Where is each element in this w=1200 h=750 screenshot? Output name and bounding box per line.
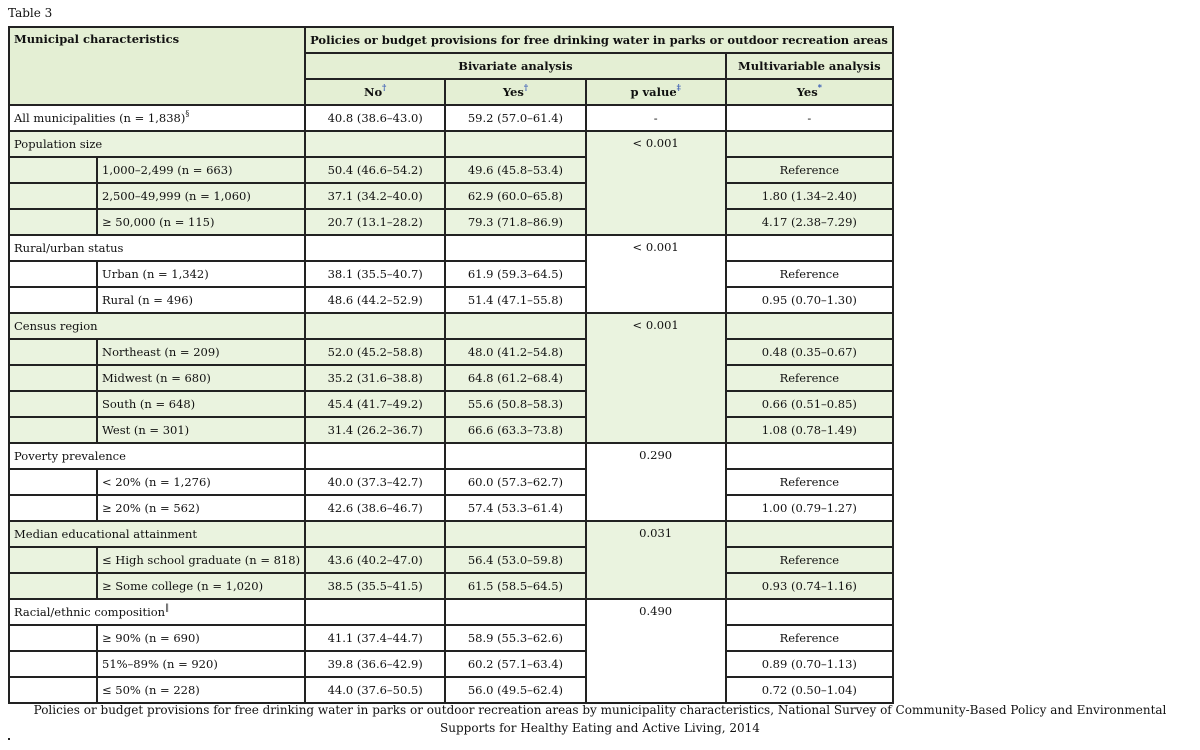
table-row [9,625,893,651]
indent-cell [9,417,97,443]
group-label [9,235,305,261]
cell-yes: 79.3 (71.8–86.9) [445,209,585,235]
cell-multivariable: Reference [726,261,893,287]
data-table [8,26,894,704]
cell-yes: 58.9 (55.3–62.6) [445,625,585,651]
cell-no: 42.6 (38.6–46.7) [305,495,445,521]
cell-yes: 56.0 (49.5–62.4) [445,677,585,703]
bivariate-header: Bivariate analysis [305,53,726,79]
cell-no: 38.1 (35.5–40.7) [305,261,445,287]
row-label: Midwest (n = 680) [97,365,305,391]
cell-p-value: 0.490 [586,599,726,703]
cell-no: 37.1 (34.2–40.0) [305,183,445,209]
cell-multivariable: 4.17 (2.38–7.29) [726,209,893,235]
p-value-column-header: p value‡ [586,79,726,105]
cell-p-value: 0.290 [586,443,726,521]
cell-yes [445,235,585,261]
cell-multivariable: - [726,105,893,131]
group-header-row [9,599,893,625]
group-header-row [9,235,893,261]
table-row [9,287,893,313]
cell-p-value: 0.031 [586,521,726,599]
indent-cell [9,469,97,495]
row-label: ≥ 20% (n = 562) [97,495,305,521]
group-label-text: Poverty prevalence [14,449,126,463]
table-row [9,391,893,417]
cell-yes: 59.2 (57.0–61.4) [445,105,585,131]
indent-cell [9,339,97,365]
row-label: 1,000–2,499 (n = 663) [97,157,305,183]
table-row [9,157,893,183]
cell-multivariable [726,131,893,157]
group-label [9,443,305,469]
table-row [9,573,893,599]
cell-yes: 62.9 (60.0–65.8) [445,183,585,209]
table-row [9,365,893,391]
table-row [9,209,893,235]
cell-yes: 57.4 (53.3–61.4) [445,495,585,521]
cell-multivariable: 1.00 (0.79–1.27) [726,495,893,521]
characteristics-header: Municipal characteristics [9,27,305,105]
cell-no: 20.7 (13.1–28.2) [305,209,445,235]
group-label-text: Population size [14,137,103,151]
policies-header: Policies or budget provisions for free drinking water in parks or outdoor recreation areas [305,27,893,53]
cell-no: 41.1 (37.4–44.7) [305,625,445,651]
row-label: ≤ High school graduate (n = 818) [97,547,305,573]
cell-yes: 55.6 (50.8–58.3) [445,391,585,417]
table-label: Table 3 [8,6,53,20]
group-header-row [9,521,893,547]
cell-multivariable: Reference [726,365,893,391]
cell-p-value: - [586,105,726,131]
footnote-mark: ‖ [165,603,170,612]
cell-yes: 66.6 (63.3–73.8) [445,417,585,443]
cell-no: 44.0 (37.6–50.5) [305,677,445,703]
indent-cell [9,547,97,573]
indent-cell [9,183,97,209]
cell-no [305,313,445,339]
cell-yes [445,599,585,625]
table-row [9,183,893,209]
indent-cell [9,261,97,287]
stray-dot [8,738,10,740]
cell-yes: 60.2 (57.1–63.4) [445,651,585,677]
row-label: ≥ Some college (n = 1,020) [97,573,305,599]
table-row [9,677,893,703]
yes-column-header: Yes† [445,79,585,105]
cell-multivariable: 0.72 (0.50–1.04) [726,677,893,703]
cell-yes [445,313,585,339]
group-label-text: Racial/ethnic composition [14,605,166,619]
cell-yes [445,131,585,157]
table-row [9,651,893,677]
table-row [9,339,893,365]
row-label: ≤ 50% (n = 228) [97,677,305,703]
all-municipalities-label: All municipalities (n = 1,838)§ [9,105,305,131]
group-label [9,313,305,339]
cell-no [305,599,445,625]
cell-no: 48.6 (44.2–52.9) [305,287,445,313]
cell-no: 50.4 (46.6–54.2) [305,157,445,183]
cell-yes: 64.8 (61.2–68.4) [445,365,585,391]
cell-multivariable: Reference [726,469,893,495]
cell-no: 35.2 (31.6–38.8) [305,365,445,391]
cell-no: 39.8 (36.6–42.9) [305,651,445,677]
no-column-header: No† [305,79,445,105]
indent-cell [9,391,97,417]
row-label: Urban (n = 1,342) [97,261,305,287]
table-body [9,105,893,703]
cell-yes [445,443,585,469]
cell-multivariable [726,599,893,625]
cell-multivariable [726,443,893,469]
row-label: Northeast (n = 209) [97,339,305,365]
cell-multivariable: 1.80 (1.34–2.40) [726,183,893,209]
cell-no [305,521,445,547]
row-label: ≥ 50,000 (n = 115) [97,209,305,235]
cell-yes: 61.9 (59.3–64.5) [445,261,585,287]
cell-no: 43.6 (40.2–47.0) [305,547,445,573]
row-label: < 20% (n = 1,276) [97,469,305,495]
cell-yes: 56.4 (53.0–59.8) [445,547,585,573]
cell-no [305,235,445,261]
cell-yes: 61.5 (58.5–64.5) [445,573,585,599]
group-label-text: Median educational attainment [14,527,198,541]
table-row [9,417,893,443]
group-label-text: Rural/urban status [14,241,124,255]
cell-p-value: < 0.001 [586,235,726,313]
row-label: ≥ 90% (n = 690) [97,625,305,651]
group-header-row [9,313,893,339]
cell-p-value: < 0.001 [586,131,726,235]
cell-no: 52.0 (45.2–58.8) [305,339,445,365]
cell-multivariable: 0.66 (0.51–0.85) [726,391,893,417]
cell-multivariable [726,235,893,261]
group-header-row [9,443,893,469]
multivariable-yes-column-header: Yes* [726,79,893,105]
cell-yes [445,521,585,547]
table-row [9,547,893,573]
row-label: Rural (n = 496) [97,287,305,313]
cell-yes: 51.4 (47.1–55.8) [445,287,585,313]
table-header [9,27,893,105]
row-label: 51%–89% (n = 920) [97,651,305,677]
cell-multivariable: 1.08 (0.78–1.49) [726,417,893,443]
cell-multivariable: 0.89 (0.70–1.13) [726,651,893,677]
cell-p-value: < 0.001 [586,313,726,443]
indent-cell [9,651,97,677]
indent-cell [9,209,97,235]
cell-multivariable: Reference [726,625,893,651]
row-label: South (n = 648) [97,391,305,417]
cell-no [305,131,445,157]
table-row [9,495,893,521]
table-caption: Policies or budget provisions for free drinking water in parks or outdoor recreation areas by municipality characteristics, National Survey of Community-Based Policy and Environmental Supports for Healthy Eating and Active Living, 2014 [33,703,1167,735]
cell-no: 31.4 (26.2–36.7) [305,417,445,443]
cell-multivariable: Reference [726,157,893,183]
indent-cell [9,677,97,703]
cell-no: 40.8 (38.6–43.0) [305,105,445,131]
cell-no: 45.4 (41.7–49.2) [305,391,445,417]
cell-multivariable: 0.93 (0.74–1.16) [726,573,893,599]
table-row [9,469,893,495]
group-label-text: Census region [14,319,98,333]
group-label [9,521,305,547]
group-header-row [9,131,893,157]
indent-cell [9,495,97,521]
cell-yes: 60.0 (57.3–62.7) [445,469,585,495]
group-label [9,131,305,157]
group-label [9,599,305,625]
cell-no: 38.5 (35.5–41.5) [305,573,445,599]
indent-cell [9,625,97,651]
cell-yes: 49.6 (45.8–53.4) [445,157,585,183]
row-label: West (n = 301) [97,417,305,443]
indent-cell [9,287,97,313]
cell-multivariable [726,521,893,547]
cell-multivariable: Reference [726,547,893,573]
cell-no: 40.0 (37.3–42.7) [305,469,445,495]
cell-no [305,443,445,469]
cell-multivariable [726,313,893,339]
indent-cell [9,365,97,391]
multivariable-header: Multivariable analysis [726,53,893,79]
indent-cell [9,157,97,183]
all-municipalities-row [9,105,893,131]
table-row [9,261,893,287]
indent-cell [9,573,97,599]
cell-multivariable: 0.95 (0.70–1.30) [726,287,893,313]
cell-yes: 48.0 (41.2–54.8) [445,339,585,365]
row-label: 2,500–49,999 (n = 1,060) [97,183,305,209]
cell-multivariable: 0.48 (0.35–0.67) [726,339,893,365]
